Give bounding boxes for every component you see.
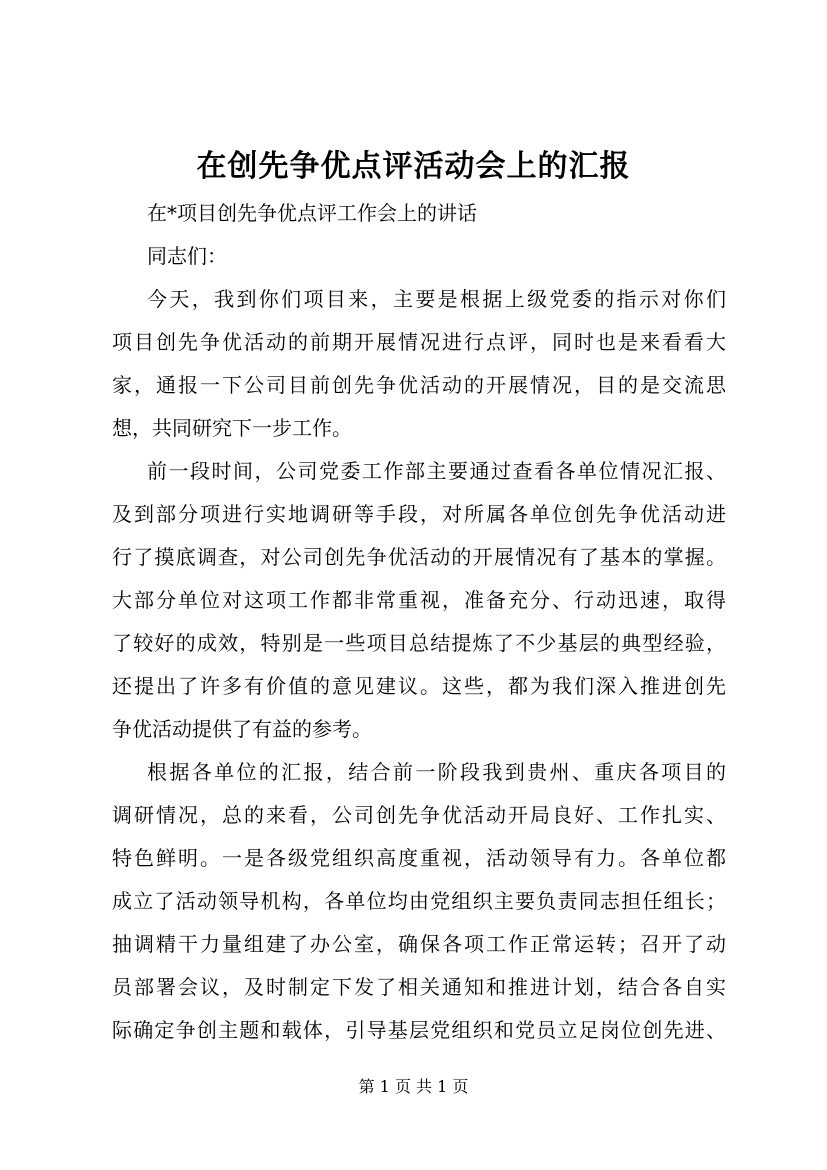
- text-line: 争优活动提供了有益的参考。: [112, 717, 372, 741]
- text-line: 际确定争创主题和载体，引导基层党组织和党员立足岗位创先进、: [112, 1018, 726, 1042]
- text-line: 还提出了许多有价值的意见建议。这些，都为我们深入推进创先: [112, 674, 726, 698]
- text-line: 根据各单位的汇报，结合前一阶段我到贵州、重庆各项目的: [147, 760, 726, 784]
- text-line: 员部署会议，及时制定下发了相关通知和推进计划，结合各自实: [112, 975, 726, 999]
- text-line: 今天，我到你们项目来，主要是根据上级党委的指示对你们: [147, 287, 726, 311]
- text-line: 及到部分项进行实地调研等手段，对所属各单位创先争优活动进: [112, 502, 726, 526]
- text-line: 家，通报一下公司目前创先争优活动的开展情况，目的是交流思: [112, 373, 726, 397]
- text-line: 在*项目创先争优点评工作会上的讲话: [147, 201, 477, 225]
- text-line: 调研情况，总的来看，公司创先争优活动开局良好、工作扎实、: [112, 803, 726, 827]
- document-title: 在创先争优点评活动会上的汇报: [196, 149, 631, 184]
- text-line: 想，共同研究下一步工作。: [112, 416, 352, 440]
- text-line: 同志们：: [147, 244, 227, 268]
- text-line: 成立了活动领导机构，各单位均由党组织主要负责同志担任组长；: [112, 889, 726, 913]
- text-line: 前一段时间，公司党委工作部主要通过查看各单位情况汇报、: [147, 459, 726, 483]
- page-number-footer: 第 1 页 共 1 页: [358, 1077, 469, 1096]
- text-line: 项目创先争优活动的前期开展情况进行点评，同时也是来看看大: [112, 330, 726, 354]
- text-line: 行了摸底调查，对公司创先争优活动的开展情况有了基本的掌握。: [112, 545, 726, 569]
- text-line: 大部分单位对这项工作都非常重视，准备充分、行动迅速，取得: [112, 588, 726, 612]
- text-line: 抽调精干力量组建了办公室，确保各项工作正常运转；召开了动: [112, 932, 726, 956]
- text-line: 了较好的成效，特别是一些项目总结提炼了不少基层的典型经验，: [112, 631, 726, 655]
- text-line: 特色鲜明。一是各级党组织高度重视，活动领导有力。各单位都: [112, 846, 726, 870]
- document-body: [112, 192, 726, 1052]
